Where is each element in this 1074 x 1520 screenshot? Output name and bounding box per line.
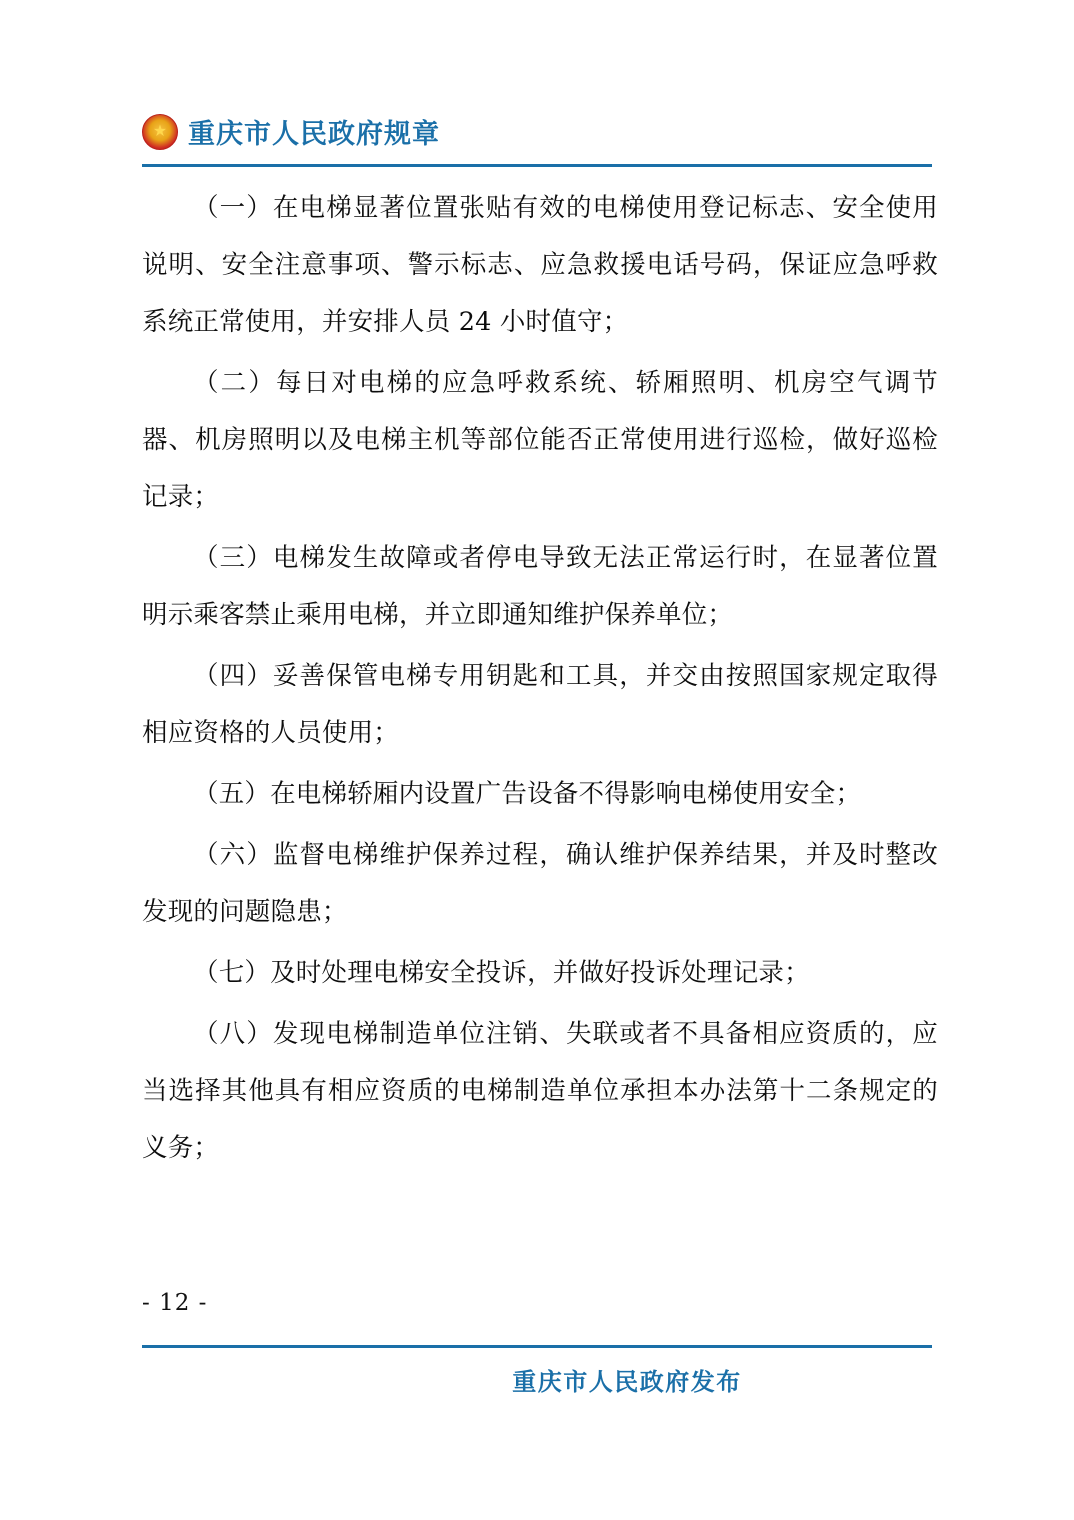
header-divider	[142, 164, 932, 167]
paragraph: （一）在电梯显著位置张贴有效的电梯使用登记标志、安全使用说明、安全注意事项、警示标志、应急救援电话号码，保证应急呼救系统正常使用，并安排人员 24 小时值守；	[142, 193, 938, 337]
paragraph: （六）监督电梯维护保养过程，确认维护保养结果，并及时整改发现的问题隐患；	[142, 840, 938, 927]
page-title: 重庆市人民政府规章	[188, 119, 440, 150]
publisher-note: 重庆市人民政府发布	[512, 1368, 742, 1396]
paragraph: （五）在电梯轿厢内设置广告设备不得影响电梯使用安全；	[193, 779, 862, 809]
document-body	[142, 180, 938, 1181]
page-number: - 12 -	[142, 1290, 208, 1316]
paragraph: （八）发现电梯制造单位注销、失联或者不具备相应资质的，应当选择其他具有相应资质的电梯制造单位承担本办法第十二条规定的义务；	[142, 1019, 938, 1163]
paragraph: （七）及时处理电梯安全投诉，并做好投诉处理记录；	[193, 958, 810, 988]
paragraph: （三）电梯发生故障或者停电导致无法正常运行时，在显著位置明示乘客禁止乘用电梯，并立即通知维护保养单位；	[142, 543, 938, 630]
national-emblem-icon	[142, 114, 178, 150]
paragraph: （二）每日对电梯的应急呼救系统、轿厢照明、机房空气调节器、机房照明以及电梯主机等部位能否正常使用进行巡检，做好巡检记录；	[142, 368, 938, 512]
paragraph: （四）妥善保管电梯专用钥匙和工具，并交由按照国家规定取得相应资格的人员使用；	[142, 661, 938, 748]
footer-divider	[142, 1345, 932, 1348]
document-header	[142, 112, 932, 151]
